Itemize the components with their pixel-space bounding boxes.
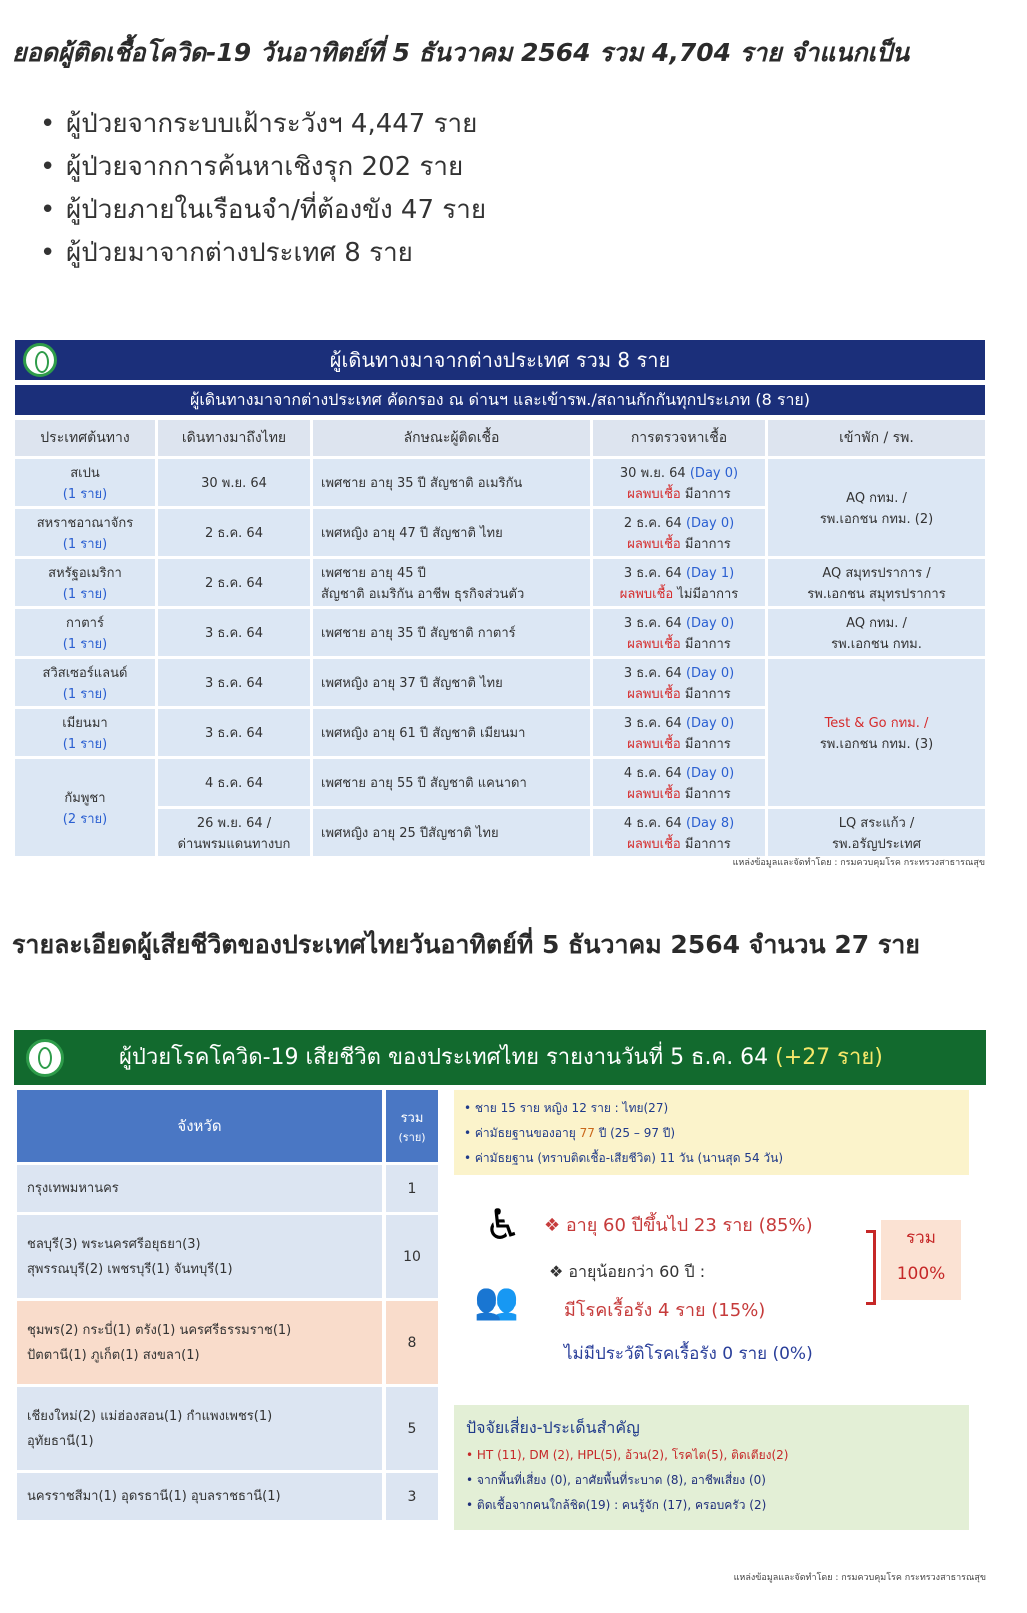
case-breakdown-list (40, 103, 486, 275)
country-name: สเปน (70, 465, 100, 481)
col-total-label: รวม (400, 1110, 424, 1126)
country-count: (1 ราย) (62, 636, 108, 652)
travelers-panel (15, 340, 985, 880)
col-header-total (386, 1090, 438, 1162)
country-count: (1 ราย) (62, 736, 108, 752)
test-day: (Day 8) (685, 815, 735, 831)
chronic-disease: มีโรคเรื้อรัง 4 ราย (15%) (564, 1300, 766, 1321)
profile-text: เพศหญิง อายุ 61 ปี สัญชาติ เมียนมา (321, 726, 526, 741)
risk-line: • จากพื้นที่เสี่ยง (0), อาศัยพื้นที่ระบาด (8), อาชีพเสี่ยง (0) (466, 1473, 766, 1487)
list-item: • ผู้ป่วยภายในเรือนจำ/ที่ต้องขัง 47 ราย (40, 189, 486, 232)
country-count: (2 ราย) (62, 811, 108, 827)
stay-line: รพ.เอกชน สมุทรปราการ (807, 586, 946, 602)
country-name: สหราชอาณาจักร (36, 515, 134, 531)
age-breakdown (454, 1195, 974, 1395)
total-label: รวม (906, 1228, 936, 1248)
travelers-title: ผู้เดินทางมาจากต่างประเทศ รวม 8 ราย (15, 340, 985, 380)
list-item: • ผู้ป่วยจากระบบเฝ้าระวังฯ 4,447 ราย (40, 103, 486, 146)
arrival-date: 26 พ.ย. 64 / (196, 815, 272, 831)
death-count: 8 (386, 1301, 438, 1384)
test-cell (593, 709, 765, 756)
test-date: 2 ธ.ค. 64 (623, 515, 682, 531)
profile-text: เพศหญิง อายุ 37 ปี สัญชาติ ไทย (321, 676, 503, 691)
arrival-date: 4 ธ.ค. 64 (205, 776, 263, 791)
arrival-checkpoint: ด่านพรมแดนทางบก (177, 836, 291, 852)
test-date: 3 ธ.ค. 64 (623, 615, 682, 631)
stay-line: รพ.เอกชน กทม. (3) (819, 736, 934, 752)
gender-text: ชาย 15 ราย หญิง 12 ราย : ไทย(27) (474, 1101, 669, 1115)
test-symptom: มีอาการ (684, 486, 731, 502)
age-over-60: ❖ อายุ 60 ปีขึ้นไป 23 ราย (85%) (544, 1215, 813, 1236)
col-header-arrival: เดินทางมาถึงไทย (158, 420, 310, 456)
median-age-line: • ค่ามัธยฐานของอายุ 77 ปี (25 – 97 ปี) (464, 1126, 676, 1140)
test-date-line (624, 612, 734, 633)
province-line: เชียงใหม่(2) แม่ฮ่องสอน(1) กำแพงเพชร(1) (27, 1408, 273, 1424)
profile-cell (313, 559, 590, 606)
list-item: • ผู้ป่วยมาจากต่างประเทศ 8 ราย (40, 232, 486, 275)
headline-deaths: รายละเอียดผู้เสียชีวิตของประเทศไทยวันอาทิตย์ที่ 5 ธันวาคม 2564 จำนวน 27 ราย (12, 930, 920, 959)
stay-line: รพ.เอกชน กทม. (2) (819, 511, 934, 527)
country-cell (15, 759, 155, 856)
gender-line: • ชาย 15 ราย หญิง 12 ราย : ไทย(27) (464, 1101, 669, 1115)
col-header-province: จังหวัด (17, 1090, 382, 1162)
country-count: (1 ราย) (62, 536, 108, 552)
test-cell (593, 609, 765, 656)
test-cell (593, 559, 765, 606)
test-date: 4 ธ.ค. 64 (623, 765, 682, 781)
country-cell (15, 659, 155, 706)
no-chronic-disease: ไม่มีประวัติโรคเรื้อรัง 0 ราย (0%) (564, 1344, 813, 1364)
stay-line: AQ กทม. / (846, 490, 907, 506)
stay-line: AQ สมุทรปราการ / (822, 565, 931, 581)
test-result: ผลพบเชื้อ (627, 636, 681, 652)
test-result: ผลพบเชื้อ (627, 686, 681, 702)
test-date: 3 ธ.ค. 64 (623, 665, 682, 681)
table-row (17, 1301, 382, 1384)
test-symptom: มีอาการ (684, 786, 731, 802)
test-cell (593, 459, 765, 506)
test-day: (Day 0) (689, 465, 739, 481)
stay-line: รพ.เอกชน กทม. (831, 636, 922, 652)
country-name: สหรัฐอเมริกา (48, 565, 122, 581)
province-line: กรุงเทพมหานคร (27, 1181, 119, 1196)
test-date: 3 ธ.ค. 64 (623, 715, 682, 731)
province-line: สุพรรณบุรี(2) เพชรบุรี(1) จันทบุรี(1) (27, 1261, 233, 1277)
test-date: 30 พ.ย. 64 (619, 465, 686, 481)
test-result: ผลพบเชื้อ (627, 786, 681, 802)
stay-cell (768, 559, 985, 606)
test-result: ผลพบเชื้อ (627, 486, 681, 502)
risk-text: จากพื้นที่เสี่ยง (0), อาศัยพื้นที่ระบาด (8), อาชีพเสี่ยง (0) (476, 1473, 766, 1487)
arrival-date: 3 ธ.ค. 64 (205, 726, 263, 741)
stay-cell (768, 609, 985, 656)
risk-text: ติดเชื้อจากคนใกล้ชิด(19) : คนรู้จัก (17), ครอบครัว (2) (476, 1498, 767, 1512)
arrival-cell (158, 459, 310, 506)
country-name: สวิสเซอร์แลนด์ (42, 665, 128, 681)
arrival-date: 3 ธ.ค. 64 (205, 676, 263, 691)
risk-factors-box (454, 1405, 969, 1530)
test-result-line (627, 733, 730, 754)
test-date: 3 ธ.ค. 64 (623, 565, 682, 581)
profile-cell (313, 609, 590, 656)
test-symptom: มีอาการ (684, 736, 731, 752)
col-header-test: การตรวจหาเชื้อ (593, 420, 765, 456)
test-symptom: ไม่มีอาการ (677, 586, 739, 602)
risk-text: HT (11), DM (2), HPL(5), อ้วน(2), โรคไต(5), ติดเตียง(2) (476, 1448, 789, 1462)
test-cell (593, 809, 765, 856)
median-days-text: ค่ามัธยฐาน (ทราบติดเชื้อ-เสียชีวิต) 11 วัน (นานสุด 54 วัน) (474, 1151, 784, 1165)
travelers-subtitle: ผู้เดินทางมาจากต่างประเทศ คัดกรอง ณ ด่านฯ และเข้ารพ./สถานกักกันทุกประเภท (8 ราย) (15, 385, 985, 415)
stay-cell (768, 659, 985, 806)
arrival-cell (158, 559, 310, 606)
test-day: (Day 0) (685, 765, 735, 781)
profile-cell (313, 809, 590, 856)
test-symptom: มีอาการ (684, 536, 731, 552)
headline-cases: ยอดผู้ติดเชื้อโควิด-19 วันอาทิตย์ที่ 5 ธันวาคม 2564 รวม 4,704 ราย จำแนกเป็น (12, 38, 910, 67)
test-symptom: มีอาการ (684, 636, 731, 652)
table-row (17, 1473, 382, 1520)
test-cell (593, 659, 765, 706)
elderly-person-icon: ♿ (484, 1200, 522, 1249)
country-cell (15, 509, 155, 556)
test-date-line (624, 762, 734, 783)
test-date-line (624, 512, 734, 533)
total-value: 100% (896, 1264, 946, 1284)
profile-text: เพศชาย อายุ 45 ปี (321, 565, 426, 581)
country-count: (1 ราย) (62, 686, 108, 702)
profile-text: เพศหญิง อายุ 47 ปี สัญชาติ ไทย (321, 526, 503, 541)
profile-cell (313, 759, 590, 806)
arrival-date: 2 ธ.ค. 64 (205, 576, 263, 591)
risk-title: ปัจจัยเสี่ยง-ประเด็นสำคัญ (466, 1418, 640, 1437)
arrival-cell (158, 609, 310, 656)
country-name: กัมพูชา (64, 790, 106, 806)
profile-text: เพศหญิง อายุ 25 ปีสัญชาติ ไทย (321, 826, 499, 841)
test-result: ผลพบเชื้อ (627, 736, 681, 752)
test-date-line (624, 712, 734, 733)
test-result: ผลพบเชื้อ (627, 836, 681, 852)
death-count: 3 (386, 1473, 438, 1520)
arrival-cell (158, 509, 310, 556)
deaths-panel (14, 1030, 986, 1585)
risk-line: • HT (11), DM (2), HPL(5), อ้วน(2), โรคไต(5), ติดเตียง(2) (466, 1448, 789, 1462)
profile-text: เพศชาย อายุ 35 ปี สัญชาติ กาตาร์ (321, 626, 516, 641)
province-line: นครราชสีมา(1) อุดรธานี(1) อุบลราชธานี(1) (27, 1489, 281, 1504)
test-date-line (624, 562, 734, 583)
test-date-line (624, 812, 734, 833)
col-header-stay: เข้าพัก / รพ. (768, 420, 985, 456)
col-header-country: ประเทศต้นทาง (15, 420, 155, 456)
arrival-cell (158, 659, 310, 706)
deaths-count-tag: (+27 ราย) (775, 1045, 883, 1070)
test-cell (593, 509, 765, 556)
test-result-line (627, 633, 730, 654)
stay-line: LQ สระแก้ว / (838, 815, 915, 831)
country-name: เมียนมา (62, 715, 108, 731)
test-result: ผลพบเชื้อ (619, 586, 674, 602)
test-result: ผลพบเชื้อ (627, 536, 681, 552)
country-cell (15, 609, 155, 656)
test-result-line (627, 833, 730, 854)
arrival-date: 3 ธ.ค. 64 (205, 626, 263, 641)
stay-cell (768, 459, 985, 556)
country-cell (15, 459, 155, 506)
arrival-cell (158, 759, 310, 806)
country-count: (1 ราย) (62, 486, 108, 502)
col-header-profile: ลักษณะผู้ติดเชื้อ (313, 420, 590, 456)
province-line: ปัตตานี(1) ภูเก็ต(1) สงขลา(1) (27, 1347, 200, 1363)
stay-line: AQ กทม. / (846, 615, 907, 631)
province-line: อุทัยธานี(1) (27, 1433, 94, 1449)
test-day: (Day 1) (685, 565, 735, 581)
total-box (881, 1220, 961, 1300)
province-line: ชุมพร(2) กระบี่(1) ตรัง(1) นครศรีธรรมราช(1) (27, 1322, 292, 1338)
test-result-line (627, 533, 730, 554)
people-icon: 👥 (474, 1281, 519, 1322)
test-day: (Day 0) (685, 615, 735, 631)
source-note: แหล่งข้อมูลและจัดทำโดย : กรมควบคุมโรค กระทรวงสาธารณสุข (732, 858, 985, 868)
profile-cell (313, 509, 590, 556)
deaths-title-text: ผู้ป่วยโรคโควิด-19 เสียชีวิต ของประเทศไทย รายงานวันที่ 5 ธ.ค. 64 (119, 1045, 769, 1070)
test-date: 4 ธ.ค. 64 (623, 815, 682, 831)
country-name: กาตาร์ (66, 615, 104, 631)
arrival-date: 2 ธ.ค. 64 (205, 526, 263, 541)
arrival-cell (158, 709, 310, 756)
test-cell (593, 759, 765, 806)
test-day: (Day 0) (685, 515, 735, 531)
col-unit-label: (ราย) (398, 1130, 426, 1144)
source-note: แหล่งข้อมูลและจัดทำโดย : กรมควบคุมโรค กระทรวงสาธารณสุข (733, 1573, 986, 1583)
test-day: (Day 0) (685, 665, 735, 681)
age-under-60: ❖ อายุน้อยกว่า 60 ปี : (549, 1262, 706, 1281)
arrival-cell (158, 809, 310, 856)
country-cell (15, 559, 155, 606)
stay-line: รพ.อรัญประเทศ (831, 836, 922, 852)
table-row (17, 1215, 382, 1298)
profile-cell (313, 459, 590, 506)
stay-line: Test & Go กทม. / (824, 715, 929, 731)
death-count: 1 (386, 1165, 438, 1212)
median-age-label: ค่ามัธยฐานของอายุ (474, 1126, 576, 1140)
profile-text: เพศชาย อายุ 55 ปี สัญชาติ แคนาดา (321, 776, 527, 791)
death-count: 10 (386, 1215, 438, 1298)
country-cell (15, 709, 155, 756)
test-symptom: มีอาการ (684, 686, 731, 702)
stay-cell (768, 809, 985, 856)
profile-text: เพศชาย อายุ 35 ปี สัญชาติ อเมริกัน (321, 476, 523, 491)
test-symptom: มีอาการ (684, 836, 731, 852)
test-result-line (627, 483, 730, 504)
country-count: (1 ราย) (62, 586, 108, 602)
summary-note (454, 1090, 969, 1175)
test-date-line (624, 662, 734, 683)
arrival-date: 30 พ.ย. 64 (201, 476, 267, 491)
death-count: 5 (386, 1387, 438, 1470)
profile-cell (313, 709, 590, 756)
ministry-logo-icon (26, 1039, 64, 1077)
deaths-title (14, 1030, 986, 1085)
bracket-icon (866, 1230, 876, 1305)
list-item: • ผู้ป่วยจากการค้นหาเชิงรุก 202 ราย (40, 146, 486, 189)
median-days-line: • ค่ามัธยฐาน (ทราบติดเชื้อ-เสียชีวิต) 11 วัน (นานสุด 54 วัน) (464, 1151, 784, 1165)
profile-text: สัญชาติ อเมริกัน อาชีพ ธุรกิจส่วนตัว (321, 586, 525, 602)
table-row (17, 1387, 382, 1470)
median-age-value: 77 (579, 1126, 595, 1140)
test-result-line (620, 583, 739, 604)
test-result-line (627, 783, 730, 804)
ministry-logo-icon (23, 343, 57, 377)
median-age-range: ปี (25 – 97 ปี) (598, 1126, 676, 1140)
test-result-line (627, 683, 730, 704)
profile-cell (313, 659, 590, 706)
test-day: (Day 0) (685, 715, 735, 731)
table-row (17, 1165, 382, 1212)
test-date-line (620, 462, 738, 483)
risk-line: • ติดเชื้อจากคนใกล้ชิด(19) : คนรู้จัก (17), ครอบครัว (2) (466, 1498, 767, 1512)
province-line: ชลบุรี(3) พระนครศรีอยุธยา(3) (27, 1236, 201, 1252)
